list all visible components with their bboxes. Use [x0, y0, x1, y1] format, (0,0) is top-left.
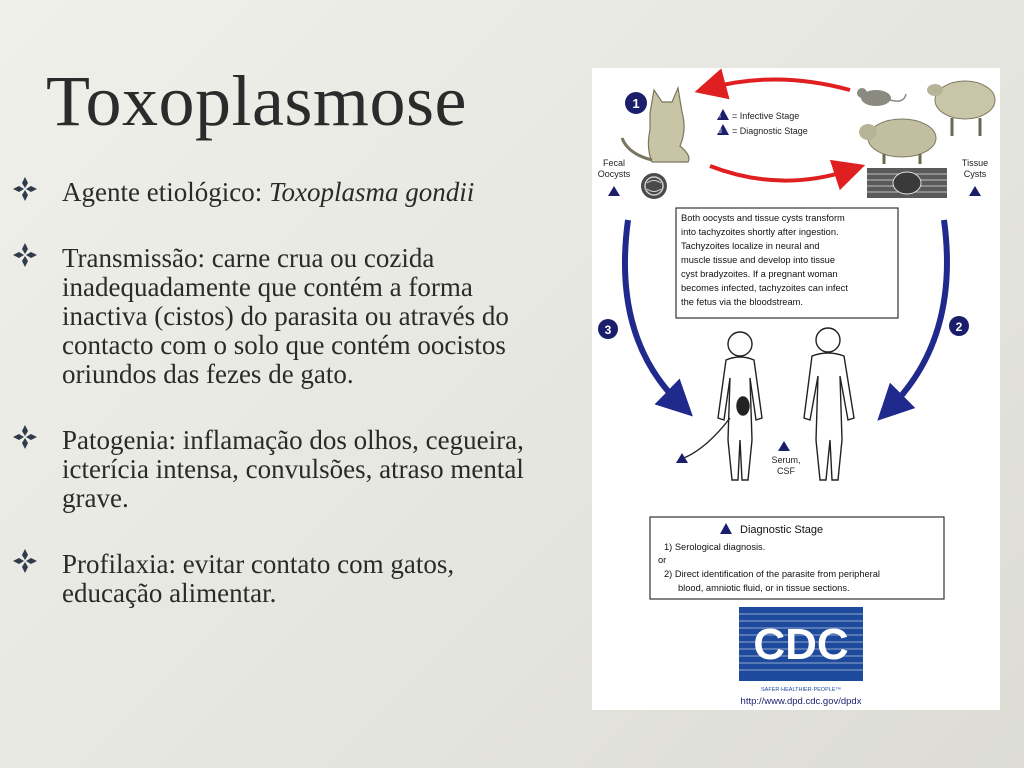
diamond-bullet-icon: [12, 242, 38, 268]
mouse-icon: [857, 88, 906, 106]
bullet-pathogenesis-text: Patogenia: inflamação dos olhos, cegueira, icterícia intensa, convulsões, atraso mental grave.: [62, 425, 524, 513]
red-arrow-bottom: [710, 166, 850, 181]
svg-text:Both oocysts and tissue cysts: Both oocysts and tissue cysts transform: [681, 213, 845, 223]
svg-text:muscle tissue and develop into: muscle tissue and develop into tissue: [681, 255, 836, 265]
red-arrow-top: [710, 79, 850, 90]
pig-icon: [859, 119, 936, 164]
svg-text:d: d: [718, 129, 722, 135]
diamond-bullet-icon: [12, 424, 38, 450]
serum-label-2: CSF: [777, 466, 795, 476]
tissue-label-2: Cysts: [963, 169, 987, 179]
blue-arrow-left: [625, 220, 680, 404]
infective-marker: [608, 186, 620, 196]
infective-marker: [969, 186, 981, 196]
svg-text:the fetus via the bloodstream.: the fetus via the bloodstream.: [681, 297, 803, 307]
bullet-pathogenesis: [12, 426, 542, 513]
slide-title: Toxoplasmose: [46, 61, 467, 141]
step-2-badge: [949, 316, 969, 336]
diagnostic-stage-box: [650, 517, 944, 599]
oocyst-icon: [641, 173, 667, 199]
svg-text:CDC: CDC: [753, 620, 849, 669]
svg-text:Tachyzoites localize in neural: Tachyzoites localize in neural and: [681, 241, 820, 251]
bullet-agent: [12, 178, 542, 207]
svg-text:SAFER·HEALTHIER·PEOPLE™: SAFER·HEALTHIER·PEOPLE™: [761, 687, 841, 693]
source-url: http://www.dpd.cdc.gov/dpdx: [740, 696, 862, 707]
bullet-agent-species: Toxoplasma gondii: [268, 177, 475, 207]
bullet-transmission: [12, 244, 542, 389]
svg-text:= Diagnostic Stage: = Diagnostic Stage: [732, 126, 808, 136]
diamond-bullet-icon: [12, 176, 38, 202]
serum-label-1: Serum,: [771, 455, 801, 465]
tissue-label-1: Tissue: [961, 158, 989, 168]
life-cycle-figure: [592, 68, 1000, 710]
svg-text:becomes infected, tachyzoites: becomes infected, tachyzoites can infect: [681, 283, 848, 293]
step-3-badge: [598, 319, 618, 339]
svg-text:3: 3: [604, 323, 612, 337]
svg-text:Diagnostic Stage: Diagnostic Stage: [740, 524, 824, 536]
diagnostic-marker-fetus: [676, 453, 688, 463]
svg-text:cyst bradyzoites. If a pregnan: cyst bradyzoites. If a pregnant woman: [681, 269, 838, 279]
info-box: [676, 208, 898, 318]
step-1-badge: [625, 92, 647, 114]
pregnant-woman-figure: [684, 332, 762, 480]
bullet-list: [12, 178, 542, 645]
svg-text:= Infective Stage: = Infective Stage: [732, 111, 800, 121]
diamond-bullet-icon: [12, 548, 38, 574]
svg-text:or: or: [658, 555, 667, 565]
svg-text:1) Serological diagnosis.: 1) Serological diagnosis.: [664, 542, 766, 552]
svg-text:into tachyzoites shortly after: into tachyzoites shortly after ingestion.: [681, 227, 839, 237]
fecal-label-1: Fecal: [602, 158, 626, 168]
life-cycle-diagram: [592, 68, 1000, 710]
sheep-icon: [927, 81, 995, 136]
tissue-cyst-icon: [867, 168, 947, 198]
svg-text:2: 2: [955, 320, 963, 334]
diagnostic-marker-serum: [778, 441, 790, 451]
bullet-transmission-text: Transmissão: carne crua ou cozida inadequadamente que contém a forma inactiva (cistos) do parasita ou através do contacto com o solo que contém oocistos oriundos das fezes de gato.: [62, 243, 509, 389]
bullet-prophylaxis-text: Profilaxia: evitar contato com gatos, educação alimentar.: [62, 549, 455, 608]
cdc-logo: [739, 607, 863, 693]
man-figure: [804, 328, 854, 480]
svg-text:2) Direct identification of th: 2) Direct identification of the parasite from peripheral: [664, 569, 880, 579]
legend: [717, 109, 808, 136]
svg-text:blood, amniotic fluid, or in t: blood, amniotic fluid, or in tissue sections.: [678, 583, 850, 593]
bullet-agent-label: Agente etiológico:: [62, 177, 269, 207]
svg-text:i: i: [719, 114, 721, 120]
svg-text:1: 1: [632, 96, 640, 111]
bullet-prophylaxis: [12, 550, 542, 608]
fecal-label-2: Oocysts: [597, 169, 631, 179]
